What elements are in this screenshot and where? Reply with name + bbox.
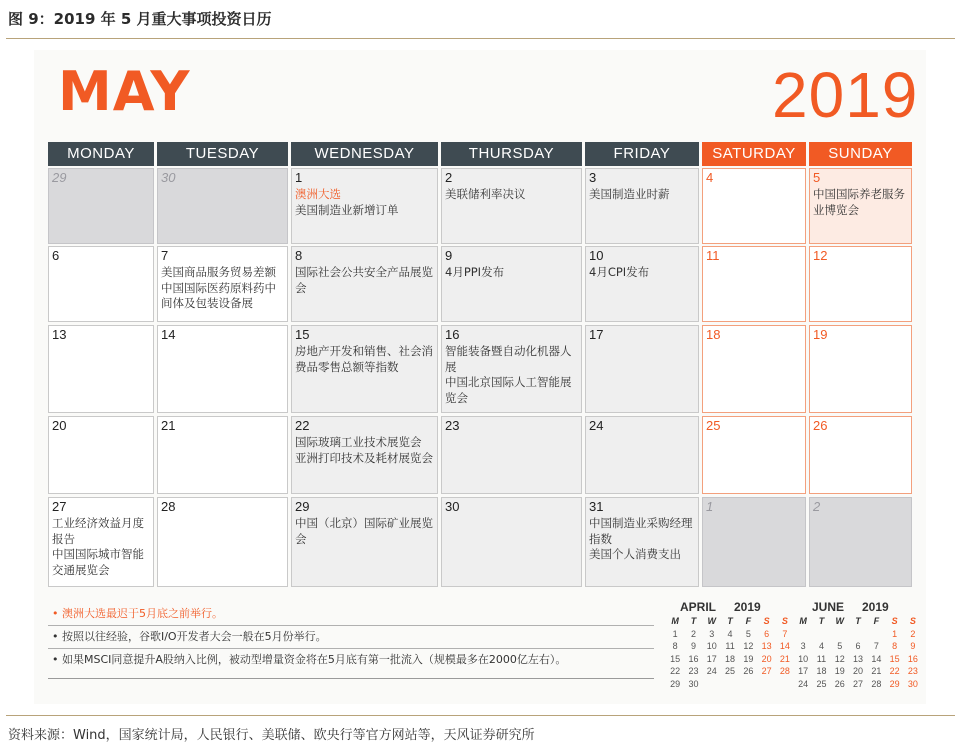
- weekday-header-wednesday: WEDNESDAY: [291, 142, 438, 166]
- mini-week-row: [666, 629, 794, 642]
- mini-day: 9: [690, 641, 696, 652]
- mini-day: 14: [871, 653, 882, 664]
- mini-day: 29: [889, 678, 900, 689]
- source-divider: [6, 715, 955, 716]
- mini-day: [776, 679, 794, 692]
- mini-day: [812, 629, 830, 642]
- mini-dow-row: [666, 616, 794, 629]
- mini-dow-label: F: [873, 616, 880, 626]
- mini-week-row: [666, 654, 794, 667]
- mini-day: 29: [670, 678, 681, 689]
- mini-dow-label: W: [835, 616, 844, 626]
- mini-day: 2: [910, 628, 916, 639]
- mini-week-row: [794, 629, 922, 642]
- day-events: [589, 265, 696, 281]
- mini-dow-label: T: [855, 616, 861, 626]
- mini-day: 23: [688, 666, 699, 677]
- day-cell: [702, 497, 806, 587]
- mini-dow-label: S: [891, 616, 898, 626]
- mini-day: 27: [853, 678, 864, 689]
- mini-day: 30: [907, 678, 918, 689]
- mini-day: 26: [834, 678, 845, 689]
- weekday-header-tuesday: TUESDAY: [157, 142, 288, 166]
- day-number: 7: [161, 248, 169, 263]
- mini-day: 21: [779, 653, 790, 664]
- day-cell: [157, 246, 288, 322]
- day-number: 10: [589, 248, 604, 263]
- mini-day: 21: [871, 666, 882, 677]
- mini-dow-label: S: [909, 616, 916, 626]
- day-events: [813, 187, 909, 218]
- day-number: 16: [445, 327, 460, 342]
- mini-day: 19: [834, 666, 845, 677]
- note-item: • 如果MSCI同意提升A股纳入比例，被动型增量资金将在5月底有第一批流入（规模最多在2000亿左右）。: [48, 649, 654, 679]
- day-cell: [702, 325, 806, 413]
- mini-day: 17: [798, 666, 809, 677]
- event-item: 工业经济效益月度报告: [52, 516, 144, 546]
- mini-day: 6: [764, 628, 770, 639]
- mini-month-label: APRIL: [680, 600, 716, 614]
- mini-day: [849, 629, 867, 642]
- day-number: 13: [52, 327, 67, 342]
- day-cell: [291, 168, 438, 244]
- day-events: [589, 187, 696, 203]
- day-events: [445, 187, 579, 203]
- event-item: 中国国际城市智能交通展览会: [52, 547, 144, 577]
- day-cell: [48, 497, 154, 587]
- day-number: 18: [706, 327, 721, 342]
- mini-day: 25: [725, 666, 736, 677]
- mini-day: 14: [779, 641, 790, 652]
- event-item: 美国个人消费支出: [589, 547, 681, 561]
- day-number: 2: [813, 499, 821, 514]
- mini-dow-label: S: [763, 616, 770, 626]
- note-item: • 澳洲大选最迟于5月底之前举行。: [48, 603, 654, 626]
- day-cell: [441, 497, 582, 587]
- day-cell: [48, 168, 154, 244]
- day-cell: [291, 416, 438, 494]
- day-number: 30: [445, 499, 460, 514]
- day-cell: [48, 416, 154, 494]
- mini-day: 24: [706, 666, 717, 677]
- event-item: 中国北京国际人工智能展览会: [445, 375, 572, 405]
- mini-day: 18: [725, 653, 736, 664]
- day-number: 2: [445, 170, 453, 185]
- mini-day: 5: [745, 628, 751, 639]
- mini-day: 2: [690, 628, 696, 639]
- day-events: [161, 265, 285, 312]
- mini-day: 7: [782, 628, 788, 639]
- year-heading: 2019: [772, 59, 919, 131]
- day-number: 12: [813, 248, 828, 263]
- mini-day: 1: [672, 628, 678, 639]
- mini-year-label: 2019: [734, 600, 761, 614]
- day-events: [295, 516, 435, 547]
- day-cell: [291, 325, 438, 413]
- day-number: 29: [52, 170, 67, 185]
- mini-day: 22: [670, 666, 681, 677]
- day-cell: [585, 246, 699, 322]
- mini-day: 7: [873, 641, 879, 652]
- day-number: 1: [295, 170, 303, 185]
- mini-dow-label: S: [781, 616, 788, 626]
- event-item: 中国（北京）国际矿业展览会: [295, 516, 433, 546]
- mini-dow-label: W: [707, 616, 716, 626]
- event-item: 美国制造业时薪: [589, 187, 670, 201]
- mini-week-row: [794, 641, 922, 654]
- day-cell: [702, 416, 806, 494]
- day-cell: [48, 325, 154, 413]
- day-number: 6: [52, 248, 60, 263]
- day-events: [295, 187, 435, 218]
- mini-day: 15: [889, 653, 900, 664]
- event-item: 亚洲打印技术及耗材展览会: [295, 450, 433, 465]
- mini-day: 23: [907, 666, 918, 677]
- day-cell: [809, 416, 912, 494]
- mini-day: [721, 679, 739, 692]
- mini-day: 1: [892, 628, 898, 639]
- day-number: 28: [161, 499, 176, 514]
- day-number: 30: [161, 170, 176, 185]
- day-cell: [809, 497, 912, 587]
- event-item: 中国国际养老服务业博览会: [813, 187, 905, 217]
- mini-day: 3: [709, 628, 715, 639]
- mini-calendar-april: [666, 600, 794, 692]
- source-note: 资料来源：Wind，国家统计局，人民银行、美联储、欧央行等官方网站等，天风证券研究所: [8, 728, 535, 743]
- day-number: 22: [295, 418, 310, 433]
- weekday-header-sunday: SUNDAY: [809, 142, 912, 166]
- figure-title: 图 9：2019 年 5 月重大事项投资日历: [8, 10, 272, 28]
- notes-list: [48, 603, 654, 679]
- mini-calendar-june: [794, 600, 922, 692]
- mini-day: 10: [798, 653, 809, 664]
- day-events: [445, 344, 579, 406]
- weekday-header-monday: MONDAY: [48, 142, 154, 166]
- mini-day: 18: [816, 666, 827, 677]
- mini-dow-row: [794, 616, 922, 629]
- day-cell: [585, 168, 699, 244]
- day-number: 8: [295, 248, 303, 263]
- event-item: 房地产开发和销售、社会消费品零售总额等指数: [295, 344, 433, 374]
- mini-day: 9: [910, 641, 916, 652]
- day-cell: [48, 246, 154, 322]
- day-cell: [809, 246, 912, 322]
- mini-week-row: [794, 679, 922, 692]
- day-number: 29: [295, 499, 310, 514]
- mini-month-label: JUNE: [812, 600, 845, 614]
- mini-day: [703, 679, 721, 692]
- mini-day: 4: [818, 641, 824, 652]
- event-item: 智能装备暨自动化机器人展: [445, 344, 572, 374]
- mini-day: 13: [761, 641, 772, 652]
- day-number: 14: [161, 327, 176, 342]
- day-number: 27: [52, 499, 67, 514]
- day-number: 4: [706, 170, 714, 185]
- day-cell: [809, 168, 912, 244]
- mini-day: [739, 679, 757, 692]
- mini-week-row: [666, 666, 794, 679]
- event-item: 国际社会公共安全产品展览会: [295, 265, 433, 295]
- event-item: 4月CPI发布: [589, 265, 650, 279]
- mini-day: 25: [816, 678, 827, 689]
- day-number: 19: [813, 327, 828, 342]
- mini-day: 19: [743, 653, 754, 664]
- day-number: 15: [295, 327, 310, 342]
- weekday-header-thursday: THURSDAY: [441, 142, 582, 166]
- mini-day: 28: [779, 666, 790, 677]
- day-number: 31: [589, 499, 604, 514]
- day-events: [295, 344, 435, 375]
- mini-day: 27: [761, 666, 772, 677]
- mini-day: 3: [800, 641, 806, 652]
- day-number: 21: [161, 418, 176, 433]
- day-cell: [441, 416, 582, 494]
- mini-day: 8: [672, 641, 678, 652]
- day-number: 1: [706, 499, 714, 514]
- day-cell: [585, 416, 699, 494]
- mini-day: 5: [837, 641, 843, 652]
- mini-dow-label: T: [818, 616, 825, 626]
- mini-day: 10: [706, 641, 717, 652]
- day-cell: [441, 246, 582, 322]
- weekday-header-saturday: SATURDAY: [702, 142, 806, 166]
- event-item: 美国商品服务贸易差额: [161, 265, 276, 279]
- mini-day: [831, 629, 849, 642]
- day-cell: [702, 246, 806, 322]
- day-number: 25: [706, 418, 721, 433]
- day-number: 20: [52, 418, 67, 433]
- mini-dow-label: T: [690, 616, 697, 626]
- event-item: 美国制造业新增订单: [295, 202, 399, 217]
- day-cell: [291, 497, 438, 587]
- month-heading: MAY: [58, 60, 191, 123]
- mini-day: 11: [725, 641, 735, 652]
- event-item: 国际玻璃工业技术展览会: [295, 435, 422, 449]
- highlight-event: 澳洲大选: [295, 187, 341, 201]
- mini-week-row: [666, 679, 794, 692]
- mini-week-row: [794, 666, 922, 679]
- mini-day: 26: [743, 666, 754, 677]
- event-item: 4月PPI发布: [445, 265, 505, 279]
- mini-dow-label: T: [727, 616, 733, 626]
- day-cell: [157, 416, 288, 494]
- weekday-header-friday: FRIDAY: [585, 142, 699, 166]
- day-cell: [157, 497, 288, 587]
- day-events: [295, 265, 435, 296]
- day-number: 5: [813, 170, 821, 185]
- day-cell: [702, 168, 806, 244]
- note-item: • 按照以往经验，谷歌I/O开发者大会一般在5月份举行。: [48, 626, 654, 649]
- day-cell: [809, 325, 912, 413]
- event-item: 美联储利率决议: [445, 187, 526, 201]
- mini-week-row: [666, 641, 794, 654]
- mini-day: 20: [761, 653, 772, 664]
- day-events: [52, 516, 151, 578]
- mini-day: 24: [798, 678, 809, 689]
- mini-day: [867, 629, 885, 642]
- day-number: 26: [813, 418, 828, 433]
- mini-day: 16: [907, 653, 918, 664]
- event-item: 中国国际医药原料药中间体及包装设备展: [161, 280, 276, 310]
- day-cell: [441, 168, 582, 244]
- day-number: 3: [589, 170, 597, 185]
- day-number: 11: [706, 248, 720, 263]
- mini-day: 15: [670, 653, 681, 664]
- mini-dow-label: F: [745, 616, 752, 626]
- day-number: 24: [589, 418, 604, 433]
- mini-day: 28: [871, 678, 882, 689]
- day-cell: [441, 325, 582, 413]
- mini-week-row: [794, 654, 922, 667]
- day-cell: [291, 246, 438, 322]
- day-events: [445, 265, 579, 281]
- mini-day: 6: [855, 641, 861, 652]
- day-number: 23: [445, 418, 460, 433]
- mini-day: [794, 629, 812, 642]
- mini-year-label: 2019: [862, 600, 889, 614]
- mini-day: 30: [688, 678, 699, 689]
- title-divider: [6, 38, 955, 39]
- mini-day: 4: [727, 628, 733, 639]
- mini-day: 12: [834, 653, 845, 664]
- mini-day: [757, 679, 775, 692]
- day-cell: [585, 325, 699, 413]
- mini-dow-label: M: [799, 616, 807, 626]
- day-cell: [585, 497, 699, 587]
- day-cell: [157, 325, 288, 413]
- day-events: [295, 435, 435, 466]
- mini-day: 22: [889, 666, 900, 677]
- mini-day: 13: [853, 653, 864, 664]
- day-number: 17: [589, 327, 604, 342]
- mini-dow-label: M: [671, 616, 679, 626]
- day-events: [589, 516, 696, 563]
- day-cell: [157, 168, 288, 244]
- mini-day: 8: [892, 641, 898, 652]
- mini-day: 16: [688, 653, 699, 664]
- event-item: 中国制造业采购经理指数: [589, 516, 693, 546]
- mini-day: 12: [743, 641, 754, 652]
- mini-day: 20: [853, 666, 864, 677]
- mini-day: 11: [816, 653, 827, 664]
- day-number: 9: [445, 248, 453, 263]
- mini-day: 17: [706, 653, 717, 664]
